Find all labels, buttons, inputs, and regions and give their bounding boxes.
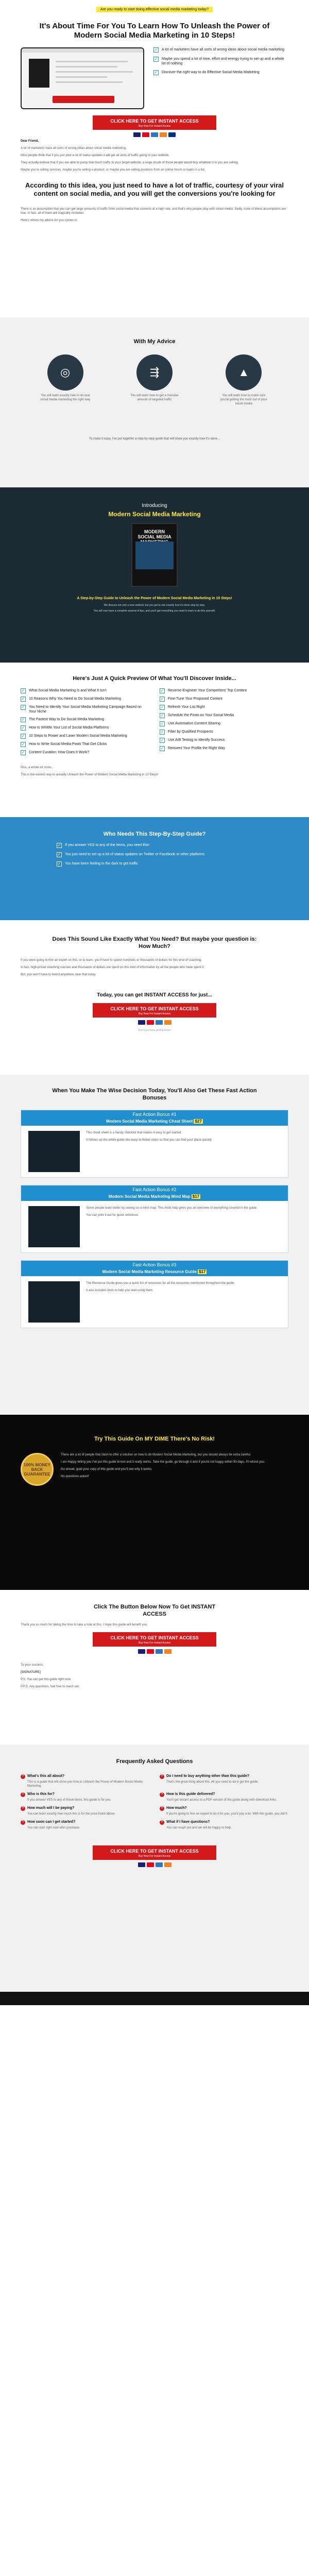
discover-icon — [164, 1649, 171, 1654]
check-icon: ✓ — [154, 57, 158, 61]
bonus-image — [28, 1206, 80, 1247]
check-icon: ✓ — [21, 717, 25, 722]
bonus-card: Fast Action Bonus #1 Modern Social Media Marketing Cheat Sheet $27 This cheat sheet is a handy checklist that makes it easy to get started. It follows up the entire guide into easy-to-follow steps so that you can find your place quickly. — [21, 1110, 288, 1178]
check-item: ✓ Maybe you spend a lot of time, effort and energy trying to set up and a whole lot of nothing — [154, 57, 284, 65]
intro-paragraph: A lot of marketers have all sorts of wrong ideas about social media marketing. — [21, 147, 127, 150]
product-name: Modern Social Media Marketing — [108, 511, 201, 518]
bonus-card: Fast Action Bonus #3 Modern Social Media Marketing Resource Guide $17 The Resource Guide gives you a quick list of resources for all the resources mentioned throughout the guide. It also includes tools to help you start using them. — [21, 1260, 288, 1328]
check-item: ✓ A lot of marketers have all sorts of wrong ideas about social media marketing — [154, 47, 285, 52]
advice-icon-row — [21, 354, 288, 406]
advice-title: With My Advice — [133, 338, 176, 345]
intro-section — [21, 132, 288, 317]
product-section — [0, 487, 309, 663]
preview-item: ✓ Use A/B Testing to Identify Success — [160, 738, 225, 742]
amex-icon — [156, 1649, 163, 1654]
mastercard-icon — [147, 1020, 154, 1025]
visa-icon — [138, 1020, 145, 1025]
ebook-cover-image: MODERN SOCIAL MEDIA — [131, 523, 178, 587]
bonus-title: When You Make The Wise Decision Today, You'll Also Get These Fast Action Bonuses — [52, 1088, 257, 1101]
bonus-section — [0, 1075, 309, 1415]
preview-right-list — [160, 688, 288, 755]
amex-icon — [151, 132, 158, 137]
check-icon: ✓ — [160, 746, 164, 751]
traffic-icon: ⇶ — [136, 354, 173, 391]
who-item: ✓ You just need to set up a lot of status updates on Twitter or Facebook or other platforms — [57, 852, 205, 857]
preview-left-list — [21, 688, 149, 755]
check-icon: ✓ — [154, 47, 158, 52]
preview-item: ✓ The Fastest Way to Do Social Media Marketing — [21, 717, 105, 722]
faq-section — [0, 1744, 309, 1992]
question-icon: ? — [21, 1774, 25, 1779]
advice-closing: To make it easy, I've put together a step-by-step guide that will show you exactly how it's done... — [89, 437, 220, 440]
check-icon: ✓ — [21, 688, 25, 693]
hero-title: It's About Time For You To Learn How To Unleash the Power of Modern Social Media Marketing in 10 Steps! — [39, 22, 270, 40]
advice-item: ◎ You will learn exactly how to do real social media marketing the right way — [40, 354, 91, 406]
check-icon: ✓ — [21, 750, 25, 755]
guarantee-badge-icon: 100% MONEY BACK GUARANTEE — [21, 1453, 54, 1486]
preview-item: ✓ Use Automation Content Sharing — [160, 721, 220, 726]
question-icon: ? — [21, 1806, 25, 1811]
introducing-label: Introducing — [142, 503, 167, 509]
payment-cards — [21, 1649, 288, 1654]
preview-item: ✓ 10 Steps to Power and Laser Modern Social Media Marketing — [21, 734, 127, 738]
paypal-icon — [168, 132, 176, 137]
preview-plus: Plus, a whole lot more... — [21, 766, 54, 769]
product-sub: You will now have a complete arsenal of tips, and you'll get everything you need to learn to do this yourself. — [93, 609, 216, 613]
faq-item: ? How is this guide delivered? You'll get instant access to a PDF version of the guide along with download links. — [160, 1792, 288, 1802]
intro-paragraph: Maybe you're selling services, maybe you're selling a product, or maybe you are selling positions from an online forum or leads in a list. — [21, 168, 205, 172]
advice-item: ▲ You will learn how to make sure you're getting the most out of your social media — [218, 354, 269, 406]
preview-item: ✓ How to Write Social Media Posts That Get Clicks — [21, 742, 107, 747]
target-icon: ◎ — [47, 354, 83, 391]
amex-icon — [156, 1862, 163, 1867]
question-icon: ? — [160, 1820, 164, 1825]
preview-item: ✓ You Need to Identify Your Social Media Marketing Campaign Based on Your Niche — [21, 705, 142, 714]
guarantee-section: Try This Guide On MY DIME There's No Risk! 100% MONEY BACK GUARANTEE There are a lot of people that claim to offer a solution on how to do Modern Social Media Marketing, but you should always be extra careful. I am Happy telling you I've put this guide to test and it really works. Take the guide, go through it and if you're not happy within 30 days, I'll refund you. Go ahead, grab your copy of this guide and you'll see why it works. No questions asked! — [0, 1415, 309, 1590]
discover-icon — [164, 1862, 171, 1867]
check-icon: ✓ — [160, 713, 164, 718]
faq-item: ? What if I have questions? You can reach out and we will be happy to help. — [160, 1820, 288, 1830]
who-item: ✓ You have been feeling in the dark to get traffic — [57, 861, 139, 866]
visa-icon — [138, 1649, 145, 1654]
faq-item: ? Who is this for? If you answer YES to any of these items, this guide is for you. — [21, 1792, 149, 1802]
today-label: Today, you can get INSTANT ACCESS for just... — [97, 992, 212, 998]
preview-item: ✓ Schedule the Posts on Your Social Media — [160, 713, 234, 718]
product-description: A Step-by-Step Guide to Unleash the Power of Modern Social Media Marketing in 10 Steps! — [77, 597, 232, 600]
faq-item: ? How much will I be paying? You can learn exactly how much this is for the price listed above. — [21, 1806, 149, 1816]
faq-item: ? What's this all about? This is a guide that will show you how to Unleash the Power of Modern Social Media Marketing. — [21, 1774, 149, 1788]
check-icon: ✓ — [160, 738, 164, 742]
check-icon: ✓ — [160, 697, 164, 701]
who-title: Who Needs This Step-By-Step Guide? — [103, 831, 206, 837]
question-icon: ? — [160, 1806, 164, 1811]
intro-headline: According to this idea, you just need to have a lot of traffic, courtesy of your viral content on social media, and you will get the conversions you're looking for — [25, 181, 284, 197]
check-icon: ✓ — [160, 705, 164, 709]
check-icon: ✓ — [57, 843, 61, 848]
intro-paragraph: Most people think that if you just post a lot of status updates it will get all sorts of traffic going to your website. — [21, 154, 170, 157]
preview-item: ✓ Content Curation: How Does It Work? — [21, 750, 89, 755]
who-section — [0, 817, 309, 920]
hero-row — [0, 47, 309, 109]
check-icon: ✓ — [160, 721, 164, 726]
price-title: Does This Sound Like Exactly What You Need? But maybe your question is: How Much? — [52, 936, 257, 950]
payment-cards — [0, 1862, 309, 1867]
advice-section — [0, 317, 309, 487]
top-notice-text: Are you ready to start doing effective social media marketing today? — [96, 7, 213, 12]
check-icon: ✓ — [160, 730, 164, 734]
check-icon: ✓ — [57, 861, 61, 866]
visa-icon — [133, 132, 141, 137]
greeting: Dear Friend, — [21, 140, 39, 143]
mastercard-icon — [147, 1649, 154, 1654]
product-mockup-image — [21, 47, 144, 109]
intro-paragraph: There is an assumption that you can get large amounts of traffic from social media that converts at a high rate, and that's why people play with social media. Sadly, none of these assumptions are true. In fact, all of them are tragically mistaken. — [21, 208, 286, 215]
preview-item: ✓ What Social Media Marketing Is and What It Isn't — [21, 688, 107, 693]
preview-item: ✓ 10 Reasons Why You Need to Do Social Media Marketing — [21, 697, 121, 701]
preview-closing: This is the easiest way to actually Unleash the Power of Modern Social Media Marketing in 10 Steps! — [21, 773, 159, 776]
final-section: Click The Button Below Now To Get INSTANT ACCESS Thank you so much for taking the time to take a look at this. I hope this guide will benefit you. CLICK HERE TO GET INSTANT ACCESS Buy Now For Instant Access To your success, [SIGNATURE] P.S. You can get this guide right now. P.P.S. Any questions, feel free to reach out. — [21, 1590, 288, 1744]
preview-title: Here's Just A Quick Preview Of What You'll Discover Inside... — [73, 675, 236, 682]
advice-item: ⇶ You will learn how to get a massive amount of targeted traffic — [129, 354, 180, 406]
preview-item: ✓ Filter by Qualified Prospects — [160, 730, 213, 734]
check-icon: ✓ — [21, 734, 25, 738]
check-icon: ✓ — [154, 70, 158, 75]
bonus-card: Fast Action Bonus #2 Modern Social Media Marketing Mind Map $17 Some people learn better by seeing on a mind map. This mind map gives you an overview of everything covered in the guide. You can print it out for quick reference. — [21, 1185, 288, 1253]
check-icon: ✓ — [57, 852, 61, 857]
who-item: ✓ If you answer YES to any of the items, you need this! — [57, 843, 150, 848]
preview-item: ✓ Reverse-Engineer Your Competitors' Top Content — [160, 688, 247, 693]
check-icon: ✓ — [160, 688, 164, 693]
preview-item: ✓ How to Whittle Your List of Social Media Platforms — [21, 725, 109, 730]
guarantee-title: Try This Guide On MY DIME There's No Risk! — [94, 1436, 215, 1442]
discover-icon — [160, 132, 167, 137]
faq-item: ? Do I need to buy anything other than this guide? That's the great thing about this. All you need to do is get the guide. — [160, 1774, 288, 1788]
final-title: Click The Button Below Now To Get INSTANT ACCESS — [93, 1604, 216, 1617]
bonus-image — [28, 1131, 80, 1172]
bonus-image — [28, 1281, 80, 1323]
faq-item: ? How soon can I get started? You can start right now after purchase. — [21, 1820, 149, 1830]
mastercard-icon — [147, 1862, 154, 1867]
faq-title: Frequently Asked Questions — [116, 1758, 193, 1765]
visa-icon — [138, 1862, 145, 1867]
chart-icon: ▲ — [226, 354, 262, 391]
preview-item: ✓ Reinvent Your Profile the Right Way — [160, 746, 226, 751]
check-icon: ✓ — [21, 697, 25, 701]
question-icon: ? — [21, 1792, 25, 1797]
check-icon: ✓ — [21, 742, 25, 747]
product-sub: We discuss not only a new method, but you get to see exactly how it's done step by step. — [104, 604, 205, 607]
top-notice-bar — [0, 0, 309, 19]
mastercard-icon — [142, 132, 149, 137]
faq-cta-button[interactable]: CLICK HERE TO GET INSTANT ACCESS Buy Now For Instant Access — [93, 1845, 216, 1860]
payment-cards — [21, 1020, 288, 1025]
check-icon: ✓ — [21, 725, 25, 730]
hero-cta-button[interactable]: CLICK HERE TO GET INSTANT ACCESS Buy Now For Instant Access — [93, 115, 216, 130]
intro-paragraph: Here's where my advice for you comes in. — [21, 219, 78, 222]
price-section: Does This Sound Like Exactly What You Need? But maybe your question is: How Much? If you were going to hire an expert on this, or to learn, you'll have to spend hundreds or thousands of dollars for this kind of coaching. In fact, high-priced coaching courses and thousands of dollars are spent on this kind of information by all the people who have spent it. But, you won't have to invest anywhere near that today. Today, you can get INSTANT ACCESS for just... CLICK HERE TO GET INSTANT ACCESS Buy Now For Instant Access Don't just keep getting broke — [21, 920, 288, 1075]
faq-item: ? How much? If you're going to hire an expert to do it for you, you'd pay a lot. With this guide, you don't. — [160, 1806, 288, 1816]
question-icon: ? — [160, 1792, 164, 1797]
check-item: ✓ Discover the right way to do Effective Social Media Marketing — [154, 70, 260, 75]
check-icon: ✓ — [21, 705, 25, 709]
discover-icon — [164, 1020, 171, 1025]
question-icon: ? — [21, 1820, 25, 1825]
preview-item: ✓ Fine-Tune Your Proposed Content — [160, 697, 222, 701]
preview-item: ✓ Refresh Your List Right — [160, 705, 205, 709]
amex-icon — [156, 1020, 163, 1025]
price-cta-button[interactable]: CLICK HERE TO GET INSTANT ACCESS Buy Now For Instant Access — [93, 1003, 216, 1018]
final-cta-button[interactable]: CLICK HERE TO GET INSTANT ACCESS Buy Now For Instant Access — [93, 1632, 216, 1647]
question-icon: ? — [160, 1774, 164, 1779]
intro-paragraph: They actually believe that if you are able to pump that much traffic to your target website, a large chunk of these people would buy whatever it is you are selling. — [21, 161, 239, 164]
preview-section — [21, 663, 288, 817]
footer — [0, 1992, 309, 2005]
hero-section — [0, 19, 309, 132]
hero-check-list — [153, 47, 288, 109]
